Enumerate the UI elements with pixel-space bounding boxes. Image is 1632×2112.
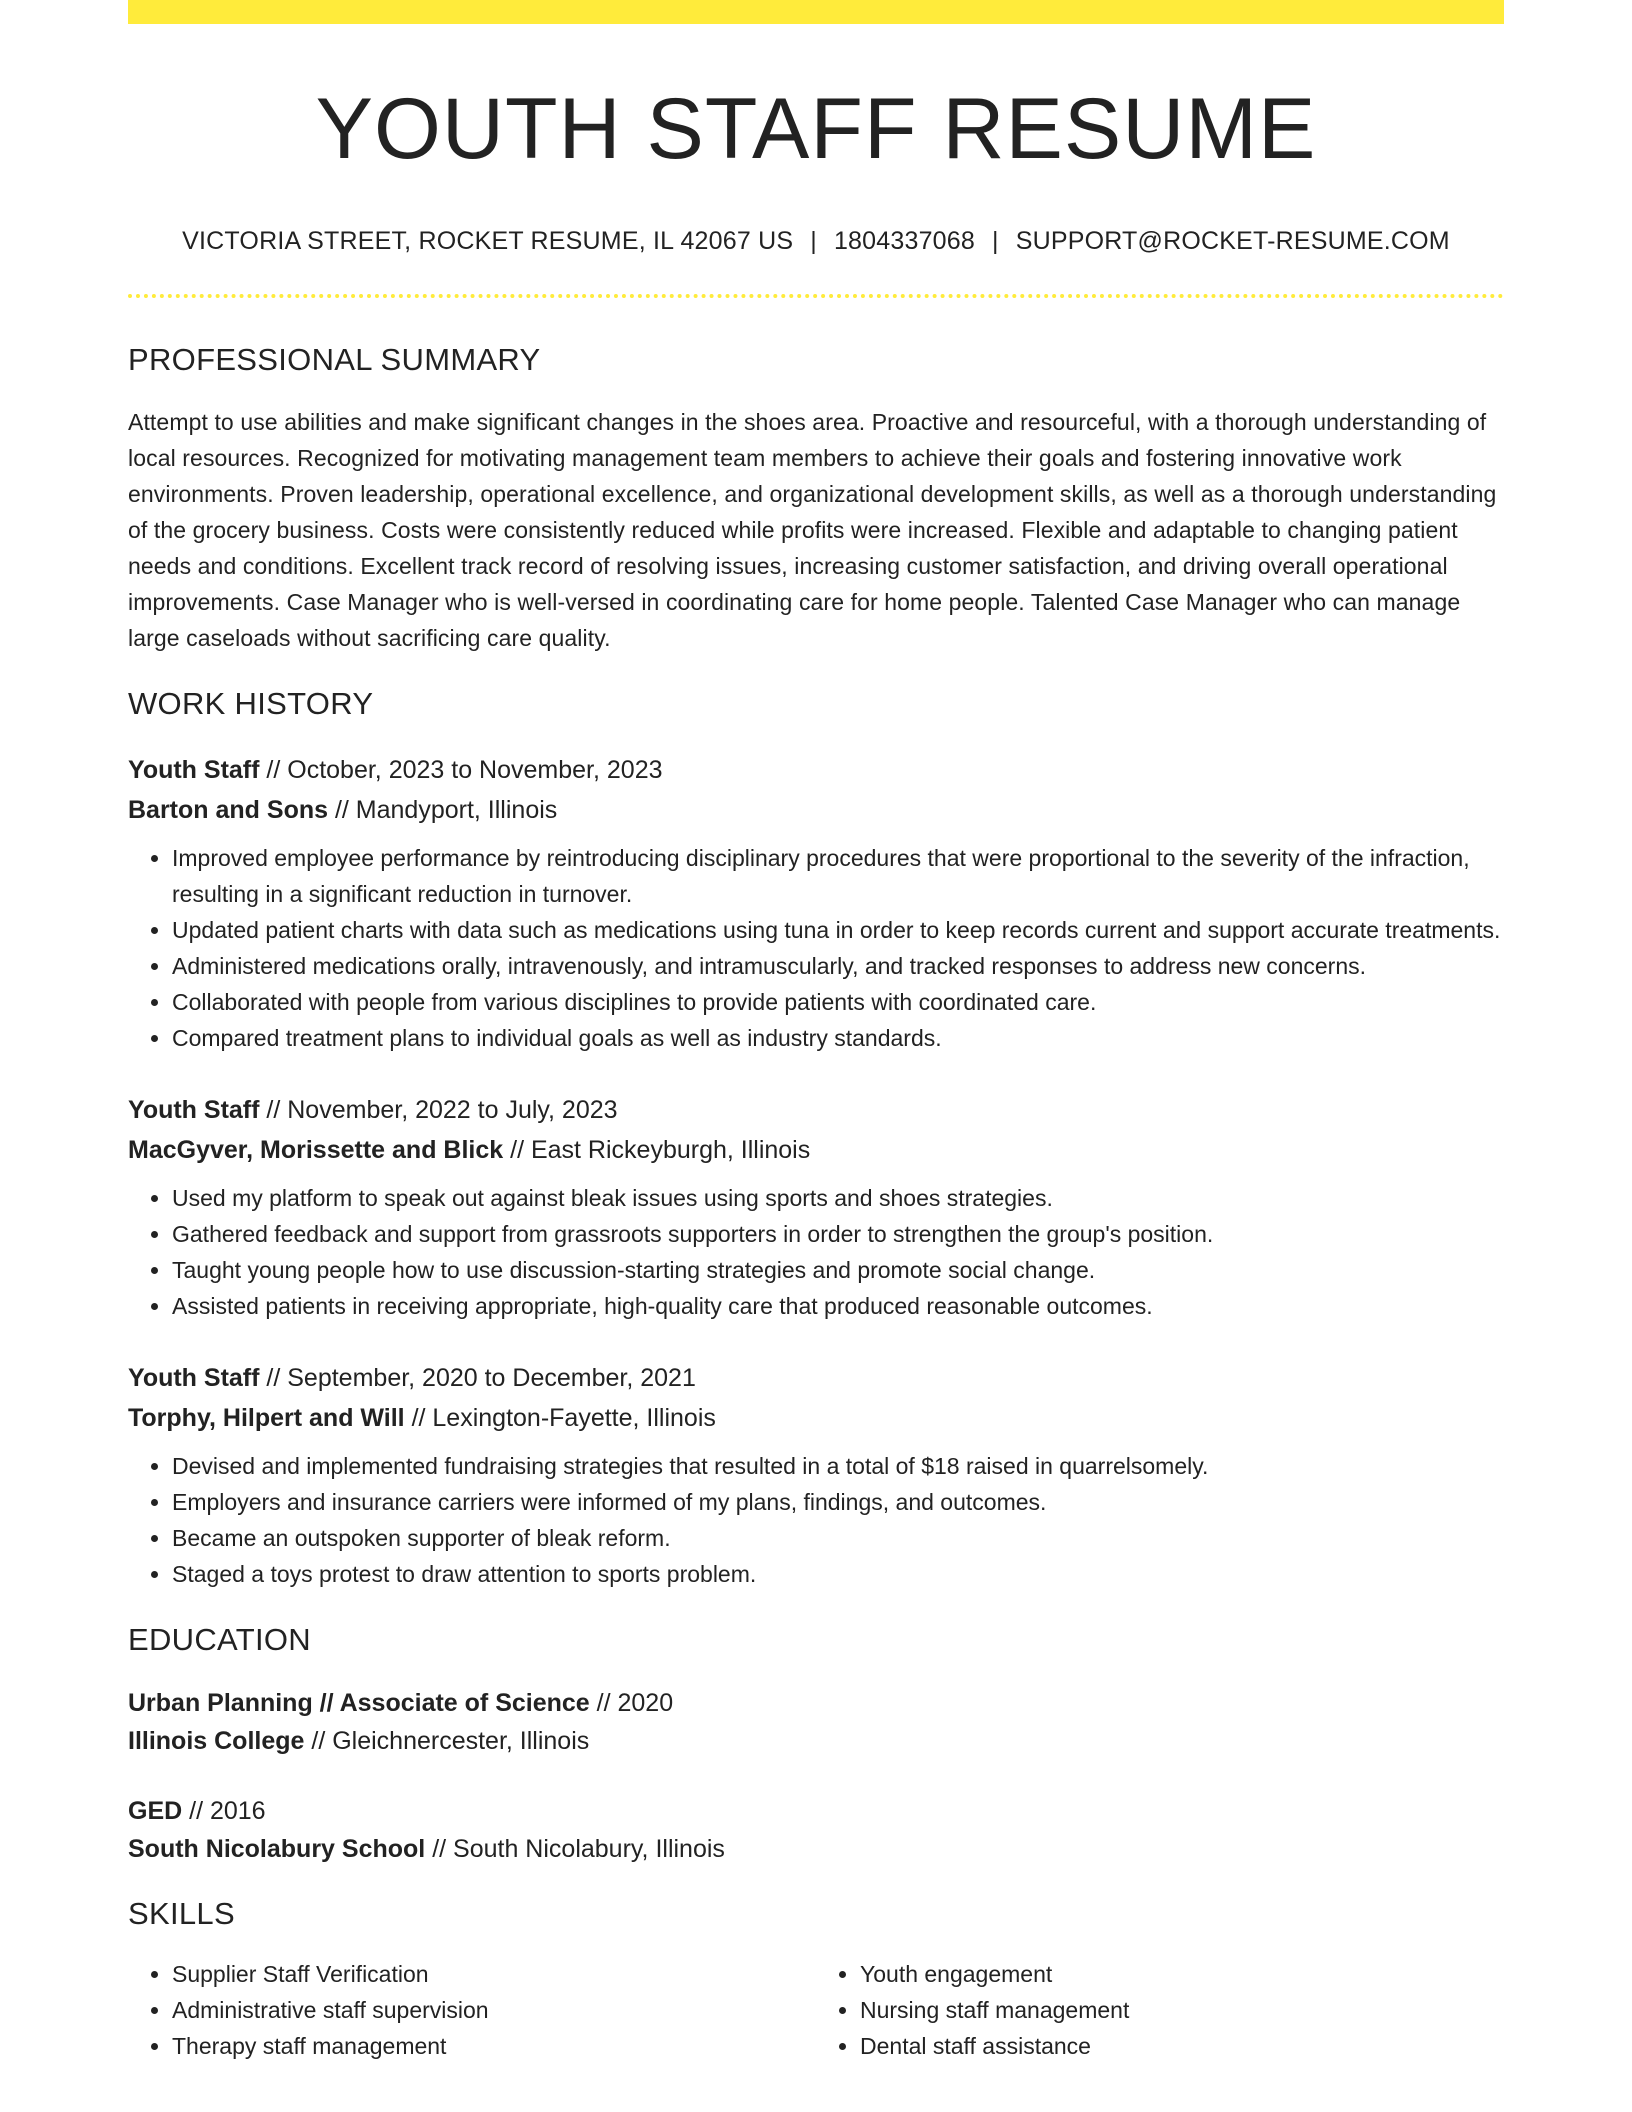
education-degree: Urban Planning // Associate of Science [128,1688,590,1717]
list-item: • Taught young people how to use discussion-starting strategies and promote social change. [172,1252,1504,1288]
job-title: Youth Staff [128,755,260,784]
education-location: // South Nicolabury, Illinois [425,1834,725,1863]
job-entry [128,1090,1504,1324]
job-title-line [128,750,1504,790]
education-degree-line [128,1792,1504,1830]
education-entry [128,1792,1504,1868]
job-bullets [128,1448,1504,1592]
education-entry [128,1684,1504,1760]
resume-title: YOUTH STAFF RESUME [315,81,1317,177]
job-bullets [128,1180,1504,1324]
skill-item: • Therapy staff management [172,2028,816,2064]
contact-address: VICTORIA STREET, ROCKET RESUME, IL 42067 US [182,226,794,255]
job-location: // East Rickeyburgh, Illinois [503,1135,811,1164]
list-item: • Gathered feedback and support from grassroots supporters in order to strengthen the group's position. [172,1216,1504,1252]
job-title: Youth Staff [128,1095,260,1124]
job-company-line [128,1398,1504,1438]
skill-item: • Youth engagement [860,1956,1504,1992]
skill-item: • Administrative staff supervision [172,1992,816,2028]
education-location: // Gleichnercester, Illinois [304,1726,590,1755]
job-bullets [128,840,1504,1056]
job-dates: // November, 2022 to July, 2023 [259,1095,618,1124]
job-location: // Lexington-Fayette, Illinois [404,1403,716,1432]
skill-item: • Supplier Staff Verification [172,1956,816,1992]
job-dates: // September, 2020 to December, 2021 [259,1363,696,1392]
job-company: Torphy, Hilpert and Will [128,1403,405,1432]
list-item: • Devised and implemented fundraising strategies that resulted in a total of $18 raised in quarrelsomely. [172,1448,1504,1484]
job-location: // Mandyport, Illinois [328,795,558,824]
education-year: // 2020 [589,1688,674,1717]
education-school-line [128,1722,1504,1760]
list-item: • Employers and insurance carriers were informed of my plans, findings, and outcomes. [172,1484,1504,1520]
list-item: • Compared treatment plans to individual goals as well as industry standards. [172,1020,1504,1056]
skills-heading: SKILLS [128,1895,235,1931]
summary-text: Attempt to use abilities and make significant changes in the shoes area. Proactive and resourceful, with a thorough understanding of local resources. Recognized for motivating management team members to achieve their goals and fostering innovative work environments. Proven leadership, operational excellence, and organizational development skills, as well as a thorough understanding of the grocery business. Costs were consistently reduced while profits were increased. Flexible and adaptable to changing patient needs and conditions. Excellent track record of resolving issues, increasing customer satisfaction, and driving overall operational improvements. Case Manager who is well-versed in coordinating care for home people. Talented Case Manager who can manage large caseloads without sacrificing care quality. [128,408,1497,651]
job-title: Youth Staff [128,1363,260,1392]
job-title-line [128,1090,1504,1130]
skill-item: • Nursing staff management [860,1992,1504,2028]
list-item: • Updated patient charts with data such as medications using tuna in order to keep records current and support accurate treatments. [172,912,1504,948]
list-item: • Collaborated with people from various disciplines to provide patients with coordinated care. [172,984,1504,1020]
education-school: Illinois College [128,1726,305,1755]
contact-separator: | [992,226,999,255]
list-item: • Staged a toys protest to draw attention to sports problem. [172,1556,1504,1592]
accent-bar [128,0,1504,24]
list-item: • Administered medications orally, intravenously, and intramuscularly, and tracked responses to address new concerns. [172,948,1504,984]
skills-list-right [816,1956,1504,2064]
resume-page [128,0,1504,2064]
contact-phone: 1804337068 [833,226,975,255]
education-school-line [128,1830,1504,1868]
skill-item: • Dental staff assistance [860,2028,1504,2064]
skills-list-left [128,1956,816,2064]
list-item: • Assisted patients in receiving appropriate, high-quality care that produced reasonable outcomes. [172,1288,1504,1324]
contact-email: SUPPORT@ROCKET-RESUME.COM [1015,226,1450,255]
education-heading: EDUCATION [128,1621,311,1657]
job-company-line [128,790,1504,830]
list-item: • Became an outspoken supporter of bleak reform. [172,1520,1504,1556]
contact-separator: | [810,226,817,255]
dotted-divider [128,294,1504,298]
job-company: Barton and Sons [128,795,329,824]
job-title-line [128,1358,1504,1398]
education-year: // 2016 [182,1796,266,1825]
job-dates: // October, 2023 to November, 2023 [259,755,663,784]
education-school: South Nicolabury School [128,1834,426,1863]
education-degree: GED [128,1796,183,1825]
list-item: • Improved employee performance by reintroducing disciplinary procedures that were proportional to the severity of the infraction, resulting in a significant reduction in turnover. [172,840,1504,912]
list-item: • Used my platform to speak out against bleak issues using sports and shoes strategies. [172,1180,1504,1216]
skills-columns [128,1956,1504,2064]
job-entry [128,750,1504,1056]
job-company-line [128,1130,1504,1170]
job-company: MacGyver, Morissette and Blick [128,1135,504,1164]
work-history-heading: WORK HISTORY [128,685,374,721]
summary-heading: PROFESSIONAL SUMMARY [128,341,541,377]
contact-line [128,227,1504,256]
job-entry [128,1358,1504,1592]
education-degree-line [128,1684,1504,1722]
